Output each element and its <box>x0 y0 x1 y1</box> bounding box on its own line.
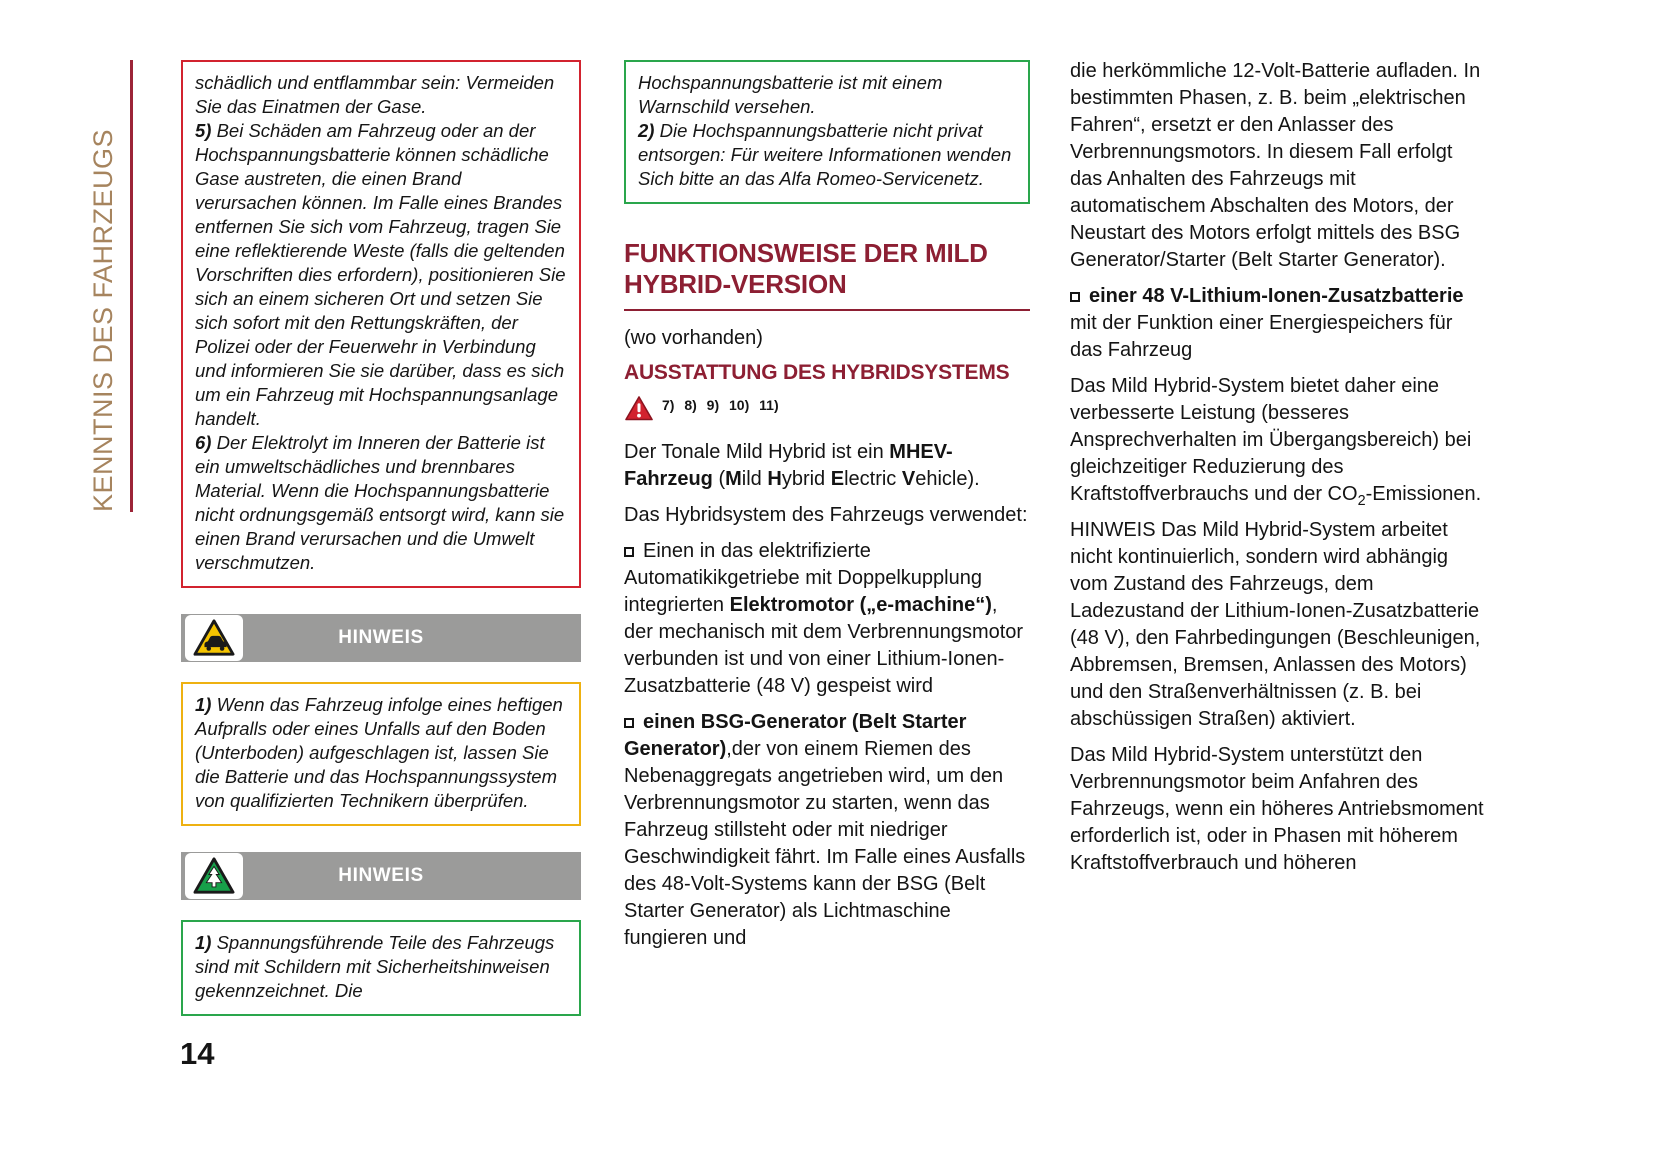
hinweis-title: HINWEIS <box>338 627 424 648</box>
bullet-text: Einen in das elektrifizierte Automatikikgetriebe mit Doppelkupplung integrierten Elektromotor („e-machine“), der mechanisch mit dem Verbrennungsmotor verbunden ist und von einer Lithium-Ionen-Zusatzbatterie (48 V) gespeist wird <box>624 540 1024 697</box>
environment-paragraph: 1) Spannungsführende Teile des Fahrzeugs sind mit Schildern mit Sicherheitshinweisen gekennzeichnet. Die <box>195 932 555 1001</box>
chapter-sidebar <box>88 60 133 512</box>
impact-caution-box <box>181 682 581 826</box>
square-bullet-icon <box>624 547 634 557</box>
body-paragraph: die herkömmliche 12-Volt-Batterie aufladen. In bestimmten Phasen, z. B. beim „elektrischen Fahren“, ersetzt er den Anlasser des Verbrennungsmotors. In diesem Fall erfolgt das Anhalten des Fahrzeugs mit automatischem Abschalten des Motors, der Neustart des Motors erfolgt mittels des BSG Generator/Starter (Belt Starter Generator). <box>1070 60 1481 271</box>
body-paragraph: Der Tonale Mild Hybrid ist ein MHEV-Fahrzeug (Mild Hybrid Electric Vehicle). <box>624 441 980 490</box>
chapter-accent-line <box>130 60 133 512</box>
environment-paragraph: 2) Die Hochspannungsbatterie nicht privat entsorgen: Für weitere Informationen wenden Sich bitte an das Alfa Romeo-Servicenetz. <box>638 120 1012 189</box>
bullet-text: einer 48 V-Lithium-Ionen-Zusatzbatterie mit der Funktion einer Energiespeichers für das Fahrzeug <box>1070 285 1464 361</box>
car-road-warning-triangle-icon <box>185 615 243 661</box>
section-title: FUNKTIONSWEISE DER MILD HYBRID-VERSION <box>624 238 988 299</box>
tree-environment-triangle-icon <box>185 853 243 899</box>
chapter-title-vertical: KENNTNIS DES FAHRZEUGS <box>88 128 118 512</box>
body-paragraph: Das Hybridsystem des Fahrzeugs verwendet: <box>624 504 1028 526</box>
section-title-rule <box>624 309 1030 311</box>
square-bullet-icon <box>624 718 634 728</box>
warning-paragraph: 5) Bei Schäden am Fahrzeug oder an der Hochspannungsbatterie können schädliche Gase austreten, die einen Brand verursachen können. Im Falle eines Brandes entfernen Sie sich vom Fahrzeug, tragen Sie eine reflektierende Weste (falls die geltenden Vorschriften dies erfordern), positionieren Sie sich an einem sicheren Ort und setzen Sie sich sofort mit den Rettungskräften, der Polizei oder der Feuerwehr in Verbindung und informieren Sie sie darüber, dass es sich um ein Fahrzeug mit Hochspannungsanlage handelt. <box>195 120 566 429</box>
hinweis-bar-caution <box>181 614 581 662</box>
reference-numbers: 7) 8) 9) 10) 11) <box>662 397 779 413</box>
body-paragraph: Das Mild Hybrid-System bietet daher eine verbesserte Leistung (besseres Ansprechverhalten im Übergangsbereich) bei gleichzeitiger Reduzierung des Kraftstoffverbrauchs und der $CO_2$-Emissionen. <box>1070 375 1482 509</box>
middle-column <box>624 60 1030 961</box>
environment-note-box-left <box>181 920 581 1016</box>
subsection-title: AUSSTATTUNG DES HYBRIDSYSTEMS <box>624 361 1010 384</box>
bullet-item <box>624 538 1030 700</box>
warning-paragraph: 6) Der Elektrolyt im Inneren der Batterie ist ein umweltschädliches und brennbares Material. Wenn die Hochspannungsbatterie nicht ordnungsgemäß entsorgt wird, kann sie einen Brand verursachen und die Umwelt verschmutzen. <box>195 432 565 573</box>
caution-paragraph: 1) Wenn das Fahrzeug infolge eines heftigen Aufpralls oder eines Unfalls auf den Boden (Unterboden) aufgeschlagen ist, lassen Sie die Batterie und das Hochspannungssystem von qualifizierten Technikern überprüfen. <box>195 694 563 811</box>
warning-paragraph: schädlich und entflammbar sein: Vermeiden Sie das Einatmen der Gase. <box>195 72 555 117</box>
bullet-text: einen BSG-Generator (Belt Starter Generator),der von einem Riemen des Nebenaggregats angetrieben wird, um den Verbrennungsmotor zu starten, wenn das Fahrzeug stillsteht oder mit niedriger Geschwindigkeit fährt. Im Falle eines Ausfalls des 48-Volt-Systems kann der BSG (Belt Starter Generator) als Lichtmaschine fungieren und <box>624 711 1026 949</box>
environment-paragraph: Hochspannungsbatterie ist mit einem Warnschild versehen. <box>638 72 943 117</box>
square-bullet-icon <box>1070 292 1080 302</box>
body-paragraph: HINWEIS Das Mild Hybrid-System arbeitet nicht kontinuierlich, sondern wird abhängig vom Zustand des Fahrzeugs, dem Ladezustand der Lithium-Ionen-Zusatzbatterie (48 V), den Fahrbedingungen (Beschleunigen, Abbremsen, Bremsen, Anlassen des Motors) und den Straßenverhältnissen (z. B. bei abschüssigen Straßen) aktiviert. <box>1070 519 1481 730</box>
bullet-item <box>624 709 1030 952</box>
warning-reference-row <box>624 395 1030 427</box>
bullet-item <box>1070 283 1484 364</box>
hinweis-bar-environment <box>181 852 581 900</box>
hinweis-title: HINWEIS <box>338 865 424 886</box>
red-warning-triangle-icon <box>624 395 654 427</box>
right-column <box>1070 58 1484 886</box>
availability-note: (wo vorhanden) <box>624 327 763 349</box>
left-column <box>181 60 581 1016</box>
high-voltage-warning-box <box>181 60 581 588</box>
environment-note-box-right <box>624 60 1030 204</box>
body-paragraph: Das Mild Hybrid-System unterstützt den Verbrennungsmotor beim Anfahren des Fahrzeugs, wenn ein höheres Antriebsmoment erforderlich ist, oder in Phasen mit höherem Kraftstoffverbrauch und höheren <box>1070 744 1484 874</box>
page-number: 14 <box>180 1036 215 1071</box>
